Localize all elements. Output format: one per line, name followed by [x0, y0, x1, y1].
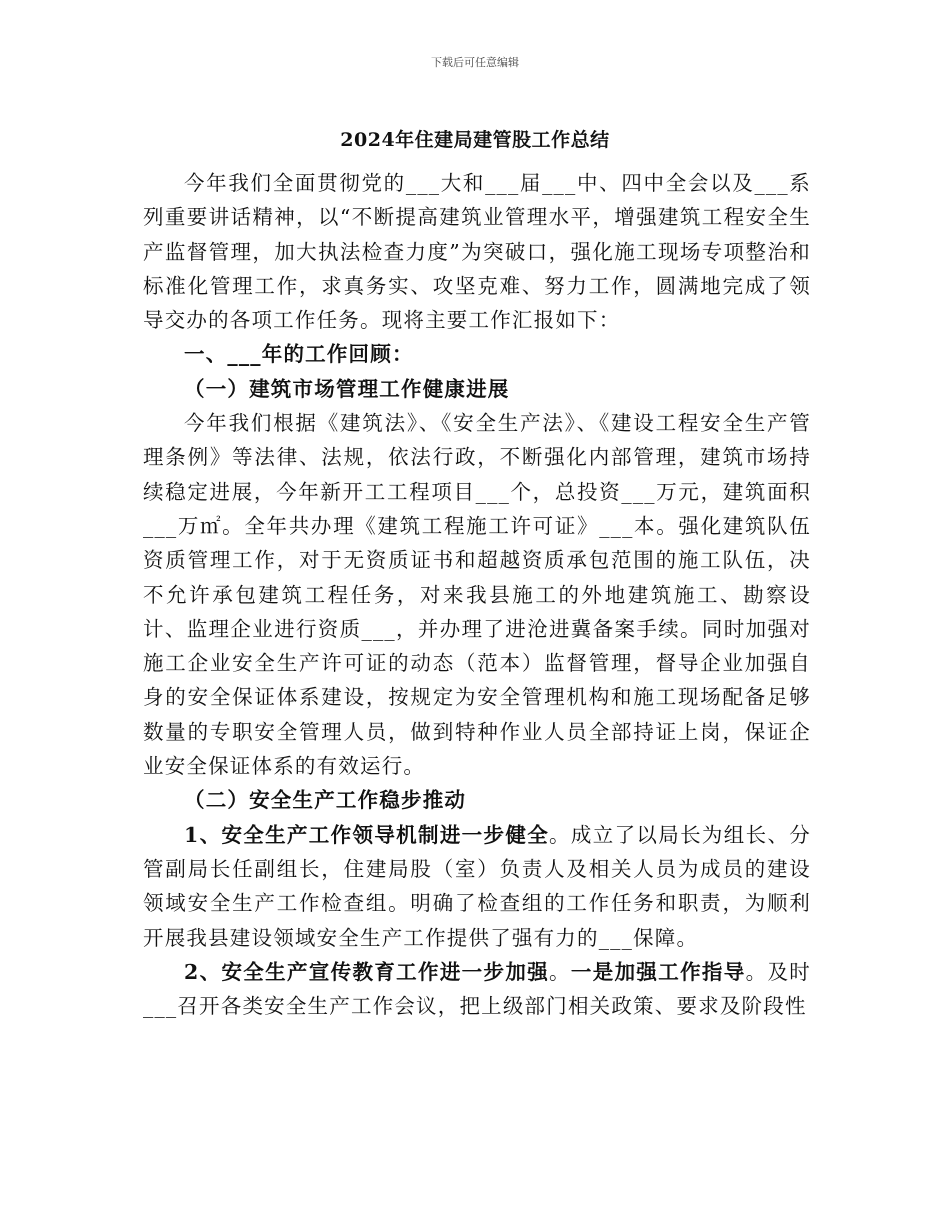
item-1-lead: 1、安全生产工作领导机制进一步健全 — [184, 822, 550, 847]
subsection-paragraph-1: 今年我们根据《建筑法》、《安全生产法》、《建设工程安全生产管理条例》等法律、法规，依法行政，不断强化内部管理，建筑市场持续稳定进展，今年新开工工程项目___个，总投资___万元，建筑面积___万㎡。全年共办理《建筑工程施工许可证》___本。强化建筑队伍资质管理工作，对于无资质证书和超越资质承包范围的施工队伍，决不允许承包建筑工程任务，对来我县施工的外地建筑施工、勘察设计、监理企业进行资质___，并办理了进沧进冀备案手续。同时加强对施工企业安全生产许可证的动态（范本）监督管理，督导企业加强自身的安全保证体系建设，按规定为安全管理机构和施工现场配备足够数量的专职安全管理人员，做到特种作业人员全部持证上岗，保证企业安全保证体系的有效运行。 — [143, 411, 811, 779]
subsection-heading-2: （二）安全生产工作稳步推动 — [184, 788, 467, 813]
item-1-body: 。成立了以局长为组长、分管副局长任副组长，住建局股（室）负责人及相关人员为成员的建设领域安全生产工作检查组。明确了检查组的工作任务和职责，为顺利开展我县建设领域安全生产工作提供了强有力的___保障。 — [143, 822, 811, 950]
document-title: 2024年住建局建管股工作总结 — [340, 129, 610, 151]
item-paragraph-1 — [143, 818, 811, 955]
item-paragraph-2 — [143, 955, 811, 1024]
document-body — [143, 166, 811, 1023]
item-2-lead: 2、安全生产宣传教育工作进一步加强 — [184, 959, 550, 984]
section-heading-1: 一、___年的工作回顾： — [184, 342, 414, 367]
subsection-heading-1: （一）建筑市场管理工作健康进展 — [184, 376, 510, 401]
item-2-body: 。及时___召开各类安全生产工作会议，把上级部门相关政策、要求及阶段性 — [143, 959, 811, 1019]
intro-paragraph: 今年我们全面贯彻党的___大和___届___中、四中全会以及___系列重要讲话精神，以“不断提高建筑业管理水平，增强建筑工程安全生产监督管理，加大执法检查力度”为突破口，强化施工现场专项整治和标准化管理工作，求真务实、攻坚克难、努力工作，圆满地完成了领导交办的各项工作任务。现将主要工作汇报如下： — [143, 171, 811, 333]
item-2-lead-2: 一是加强工作指导 — [570, 959, 746, 984]
item-2-separator: 。 — [549, 959, 571, 984]
page-header-note: 下载后可任意编辑 — [431, 56, 519, 69]
